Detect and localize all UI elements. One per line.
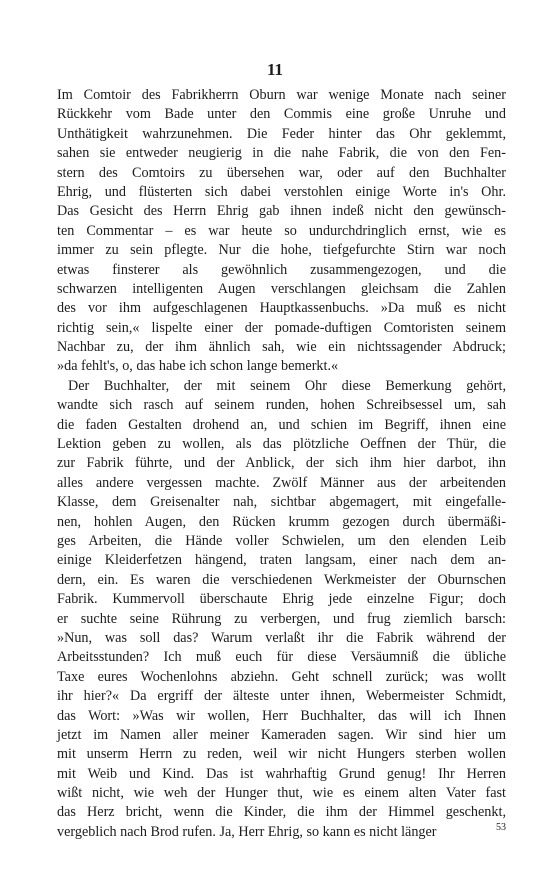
text-line: ihr hier?« Da ergriff der älteste unter ihnen, Webermeister Schmidt, xyxy=(57,688,506,705)
text-line: immer zu sein pflegte. Nur die hohe, tiefgefurchte Stirn war noch xyxy=(57,242,506,259)
text-line: Im Comtoir des Fabrikherrn Oburn war wenige Monate nach seiner xyxy=(57,87,506,103)
text-line: wandte sich rasch auf seinem runden, hohen Schreibsessel um, sah xyxy=(57,397,506,414)
text-line: ten Commentar – es war heute so undurchdringlich ernst, wie es xyxy=(57,222,506,239)
text-line: stern des Comtoirs zu übersehen war, oder auf den Buchhalter xyxy=(57,164,506,181)
text-line: Klasse, dem Greisenalter nah, sichtbar abgemagert, mit eingefalle- xyxy=(57,494,506,511)
text-line: Arbeitsstunden? Ich muß euch für diese Versäumniß die übliche xyxy=(57,649,506,666)
text-line: jetzt im Namen aller meiner Kameraden sagen. Wir sind hier um xyxy=(57,726,506,743)
text-line: ges Arbeiten, die Hände voller Schwielen, um den elenden Leib xyxy=(57,532,506,549)
text-line: »Nun, was soll das? Warum verlaßt ihr die Fabrik während der xyxy=(57,629,506,646)
text-line: Das Gesicht des Herrn Ehrig gab ihnen indeß nicht den gewünsch- xyxy=(57,203,506,220)
text-line: sahen sie entweder neugierig in die nahe Fabrik, die von den Fen- xyxy=(57,145,506,162)
text-line: schwarzen intelligenten Augen verschlangen gleichsam die Zahlen xyxy=(57,280,506,297)
chapter-number: 11 xyxy=(266,60,284,79)
text-line: »da fehlt's, o, das habe ich schon lange bemerkt.« xyxy=(57,358,339,375)
text-line: das Wort: »Was wir wollen, Herr Buchhalter, das will ich Ihnen xyxy=(57,707,506,724)
text-line: zur Fabrik führte, und der Anblick, der sich ihm hier darbot, ihn xyxy=(57,455,506,472)
text-line: Unthätigkeit wahrzunehmen. Die Feder hinter das Ohr geklemmt, xyxy=(57,125,506,142)
text-line: Der Buchhalter, der mit seinem Ohr diese Bemerkung gehört, xyxy=(68,377,506,394)
text-line: richtig sein,« lispelte einer der pomade-duftigen Comtoristen seinem xyxy=(57,319,506,336)
text-line: vergeblich nach Brod rufen. Ja, Herr Ehrig, so kann es nicht länger xyxy=(57,823,437,840)
text-line: Taxe eures Wochenlohns abziehn. Geht schnell zurück; was wollt xyxy=(57,668,506,685)
text-line: etwas finsterer als gewöhnlich zusammengezogen, und die xyxy=(57,261,506,278)
text-line: nen, hohlen Augen, den Rücken krumm gezogen durch übermäßi- xyxy=(57,513,506,530)
text-line: wißt nicht, wie weh der Hunger thut, wie es einem alten Vater fast xyxy=(57,785,506,802)
text-line: Ehrig, und flüsterten sich dabei verstohlen einige Worte in's Ohr. xyxy=(57,183,506,200)
text-line: einige Kleiderfetzen hängend, traten langsam, einer nach dem an- xyxy=(57,552,506,569)
text-line: die faden Gestalten drohend an, und schien im Begriff, ihnen eine xyxy=(57,416,506,433)
text-line: das Herz bricht, wenn die Kinder, die ihm der Himmel geschenkt, xyxy=(57,804,506,821)
text-line: alles andere vergessen machte. Zwölf Männer aus der arbeitenden xyxy=(57,474,506,491)
text-line: Fabrik. Kummervoll überschaute Ehrig jede einzelne Figur; doch xyxy=(57,591,506,608)
body-text xyxy=(57,86,506,842)
text-line: des vor ihm aufgeschlagenen Hauptkassenbuchs. »Da muß es nicht xyxy=(57,300,506,317)
text-line: Rückkehr vom Bade unter den Commis eine große Unruhe und xyxy=(57,106,506,123)
text-line: Lektion geben zu wollen, als das plötzliche Oeffnen der Thür, die xyxy=(57,436,506,453)
text-line: dern, ein. Es waren die verschiedenen Werkmeister der Oburnschen xyxy=(57,571,506,588)
text-line: mit Weib und Kind. Das ist wahrhaftig Grund genug! Ihr Herren xyxy=(57,765,506,782)
text-line: Nachbar zu, der ihm ähnlich sah, wie ein nichtssagender Abdruck; xyxy=(57,339,506,356)
text-line: mit unserm Herrn zu reden, weil wir nicht Hungers sterben wollen xyxy=(57,746,506,763)
text-line: er suchte seine Rührung zu verbergen, und frug ziemlich barsch: xyxy=(57,610,506,627)
page-number: 53 xyxy=(496,822,506,833)
